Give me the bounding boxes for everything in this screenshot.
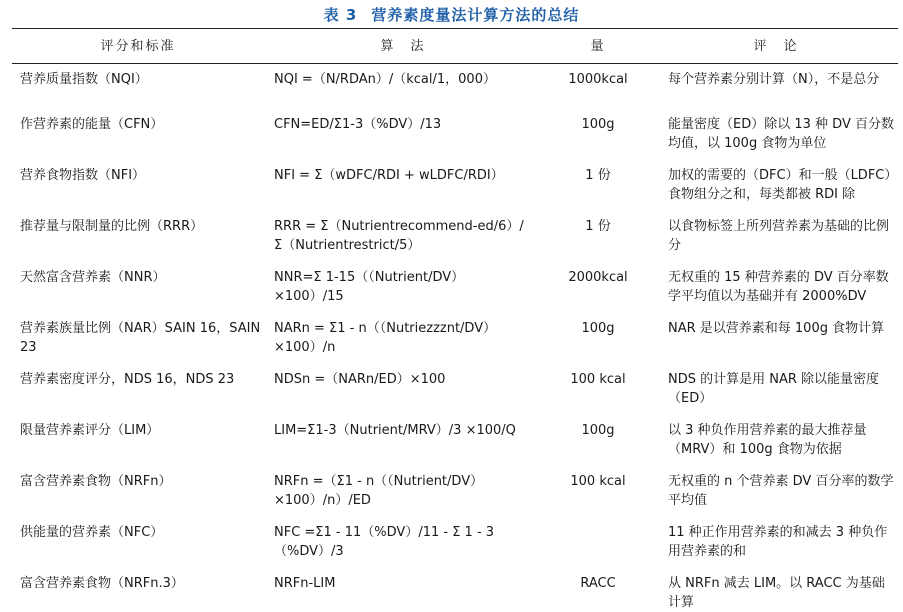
cell-name: 供能量的营养素（NFC） <box>20 525 164 540</box>
cell-formula: NFI = Σ（wDFC/RDI + wLDFC/RDI） <box>274 168 504 183</box>
table-row <box>12 472 898 523</box>
table-row <box>12 166 898 217</box>
cell-formula: NNR=Σ 1-15（（Nutrient/DV）×100）/15 <box>274 270 465 304</box>
cell-name: 限量营养素评分（LIM） <box>20 423 160 438</box>
cell-name: 作营养素的能量（CFN） <box>20 117 164 132</box>
cell-amount: RACC <box>580 576 616 591</box>
cell-comment: NDS 的计算是用 NAR 除以能量密度（ED） <box>668 372 880 406</box>
cell-amount: 100 kcal <box>570 474 626 489</box>
cell-comment: 每个营养素分别计算（N），不是总分 <box>668 72 880 87</box>
cell-amount: 100 kcal <box>570 372 626 387</box>
cell-name: 推荐量与限制量的比例（RRR） <box>20 219 204 234</box>
cell-name: 富含营养素食物（NRFn.3） <box>20 576 184 591</box>
cell-comment: 11 种正作用营养素的和减去 3 种负作用营养素的和 <box>668 525 888 559</box>
cell-name: 营养素密度评分，NDS 16，NDS 23 <box>20 372 235 387</box>
table-number: 表 3 <box>323 6 358 24</box>
cell-amount <box>542 523 654 574</box>
cell-name: 天然富含营养素（NNR） <box>20 270 166 285</box>
table-row <box>12 217 898 268</box>
cell-amount: 100g <box>581 321 615 336</box>
cell-formula: NFC =Σ1 - 11（%DV）/11 - Σ 1 - 3（%DV）/3 <box>274 525 495 559</box>
cell-amount: 100g <box>581 117 615 132</box>
summary-table <box>12 28 898 612</box>
table-row <box>12 523 898 574</box>
table-row <box>12 115 898 166</box>
header-comment: 评 论 <box>654 29 898 64</box>
cell-amount: 1000kcal <box>568 72 628 87</box>
cell-formula: NRFn =（Σ1 - n（（Nutrient/DV）×100）/n）/ED <box>274 474 484 508</box>
table-row <box>12 319 898 370</box>
cell-amount: 1 份 <box>585 168 611 183</box>
table-caption <box>0 4 903 25</box>
table-row <box>12 64 898 116</box>
header-amount: 量 <box>542 29 654 64</box>
cell-formula: NDSn =（NARn/ED）×100 <box>274 372 446 387</box>
cell-formula: CFN=ED/Σ1-3（%DV）/13 <box>274 117 442 132</box>
header-algorithm: 算 法 <box>264 29 542 64</box>
cell-formula: NRFn-LIM <box>274 576 336 591</box>
cell-comment: 从 NRFn 减去 LIM。以 RACC 为基础计算 <box>668 576 885 610</box>
cell-amount: 2000kcal <box>568 270 628 285</box>
cell-comment: 以食物标签上所列营养素为基础的比例分 <box>668 219 890 253</box>
table-row <box>12 574 898 612</box>
table-row <box>12 268 898 319</box>
header-criteria: 评分和标准 <box>12 29 264 64</box>
header-row <box>12 29 898 64</box>
cell-amount: 100g <box>581 423 615 438</box>
table-title: 营养素度量法计算方法的总结 <box>371 6 580 24</box>
cell-formula: RRR = Σ（Nutrientrecommend-ed/6）/Σ（Nutrientrestrict/5） <box>274 219 524 253</box>
cell-comment: 无权重的 15 种营养素的 DV 百分率数学平均值以为基础并有 2000%DV <box>668 270 889 304</box>
cell-comment: 加权的需要的（DFC）和一般（LDFC）食物组分之和，每类都被 RDI 除 <box>668 168 891 202</box>
cell-formula: NARn = Σ1 - n（（Nutriezzznt/DV）×100）/n <box>274 321 497 355</box>
cell-comment: 以 3 种负作用营养素的最大推荐量（MRV）和 100g 食物为依据 <box>668 423 867 457</box>
cell-formula: NQI =（N/RDAn）/（kcal/1，000） <box>274 72 496 87</box>
cell-name: 营养质量指数（NQI） <box>20 72 148 87</box>
cell-name: 富含营养素食物（NRFn） <box>20 474 172 489</box>
cell-comment: 能量密度（ED）除以 13 种 DV 百分数均值，以 100g 食物为单位 <box>668 117 894 151</box>
cell-comment: 无权重的 n 个营养素 DV 百分率的数学平均值 <box>668 474 894 508</box>
table-row <box>12 370 898 421</box>
cell-comment: NAR 是以营养素和每 100g 食物计算 <box>668 321 885 336</box>
cell-name: 营养食物指数（NFI） <box>20 168 146 183</box>
cell-name: 营养素族量比例（NAR）SAIN 16，SAIN 23 <box>20 321 261 355</box>
cell-amount: 1 份 <box>585 219 611 234</box>
cell-formula: LIM=Σ1-3（Nutrient/MRV）/3 ×100/Q <box>274 423 516 438</box>
table-row <box>12 421 898 472</box>
